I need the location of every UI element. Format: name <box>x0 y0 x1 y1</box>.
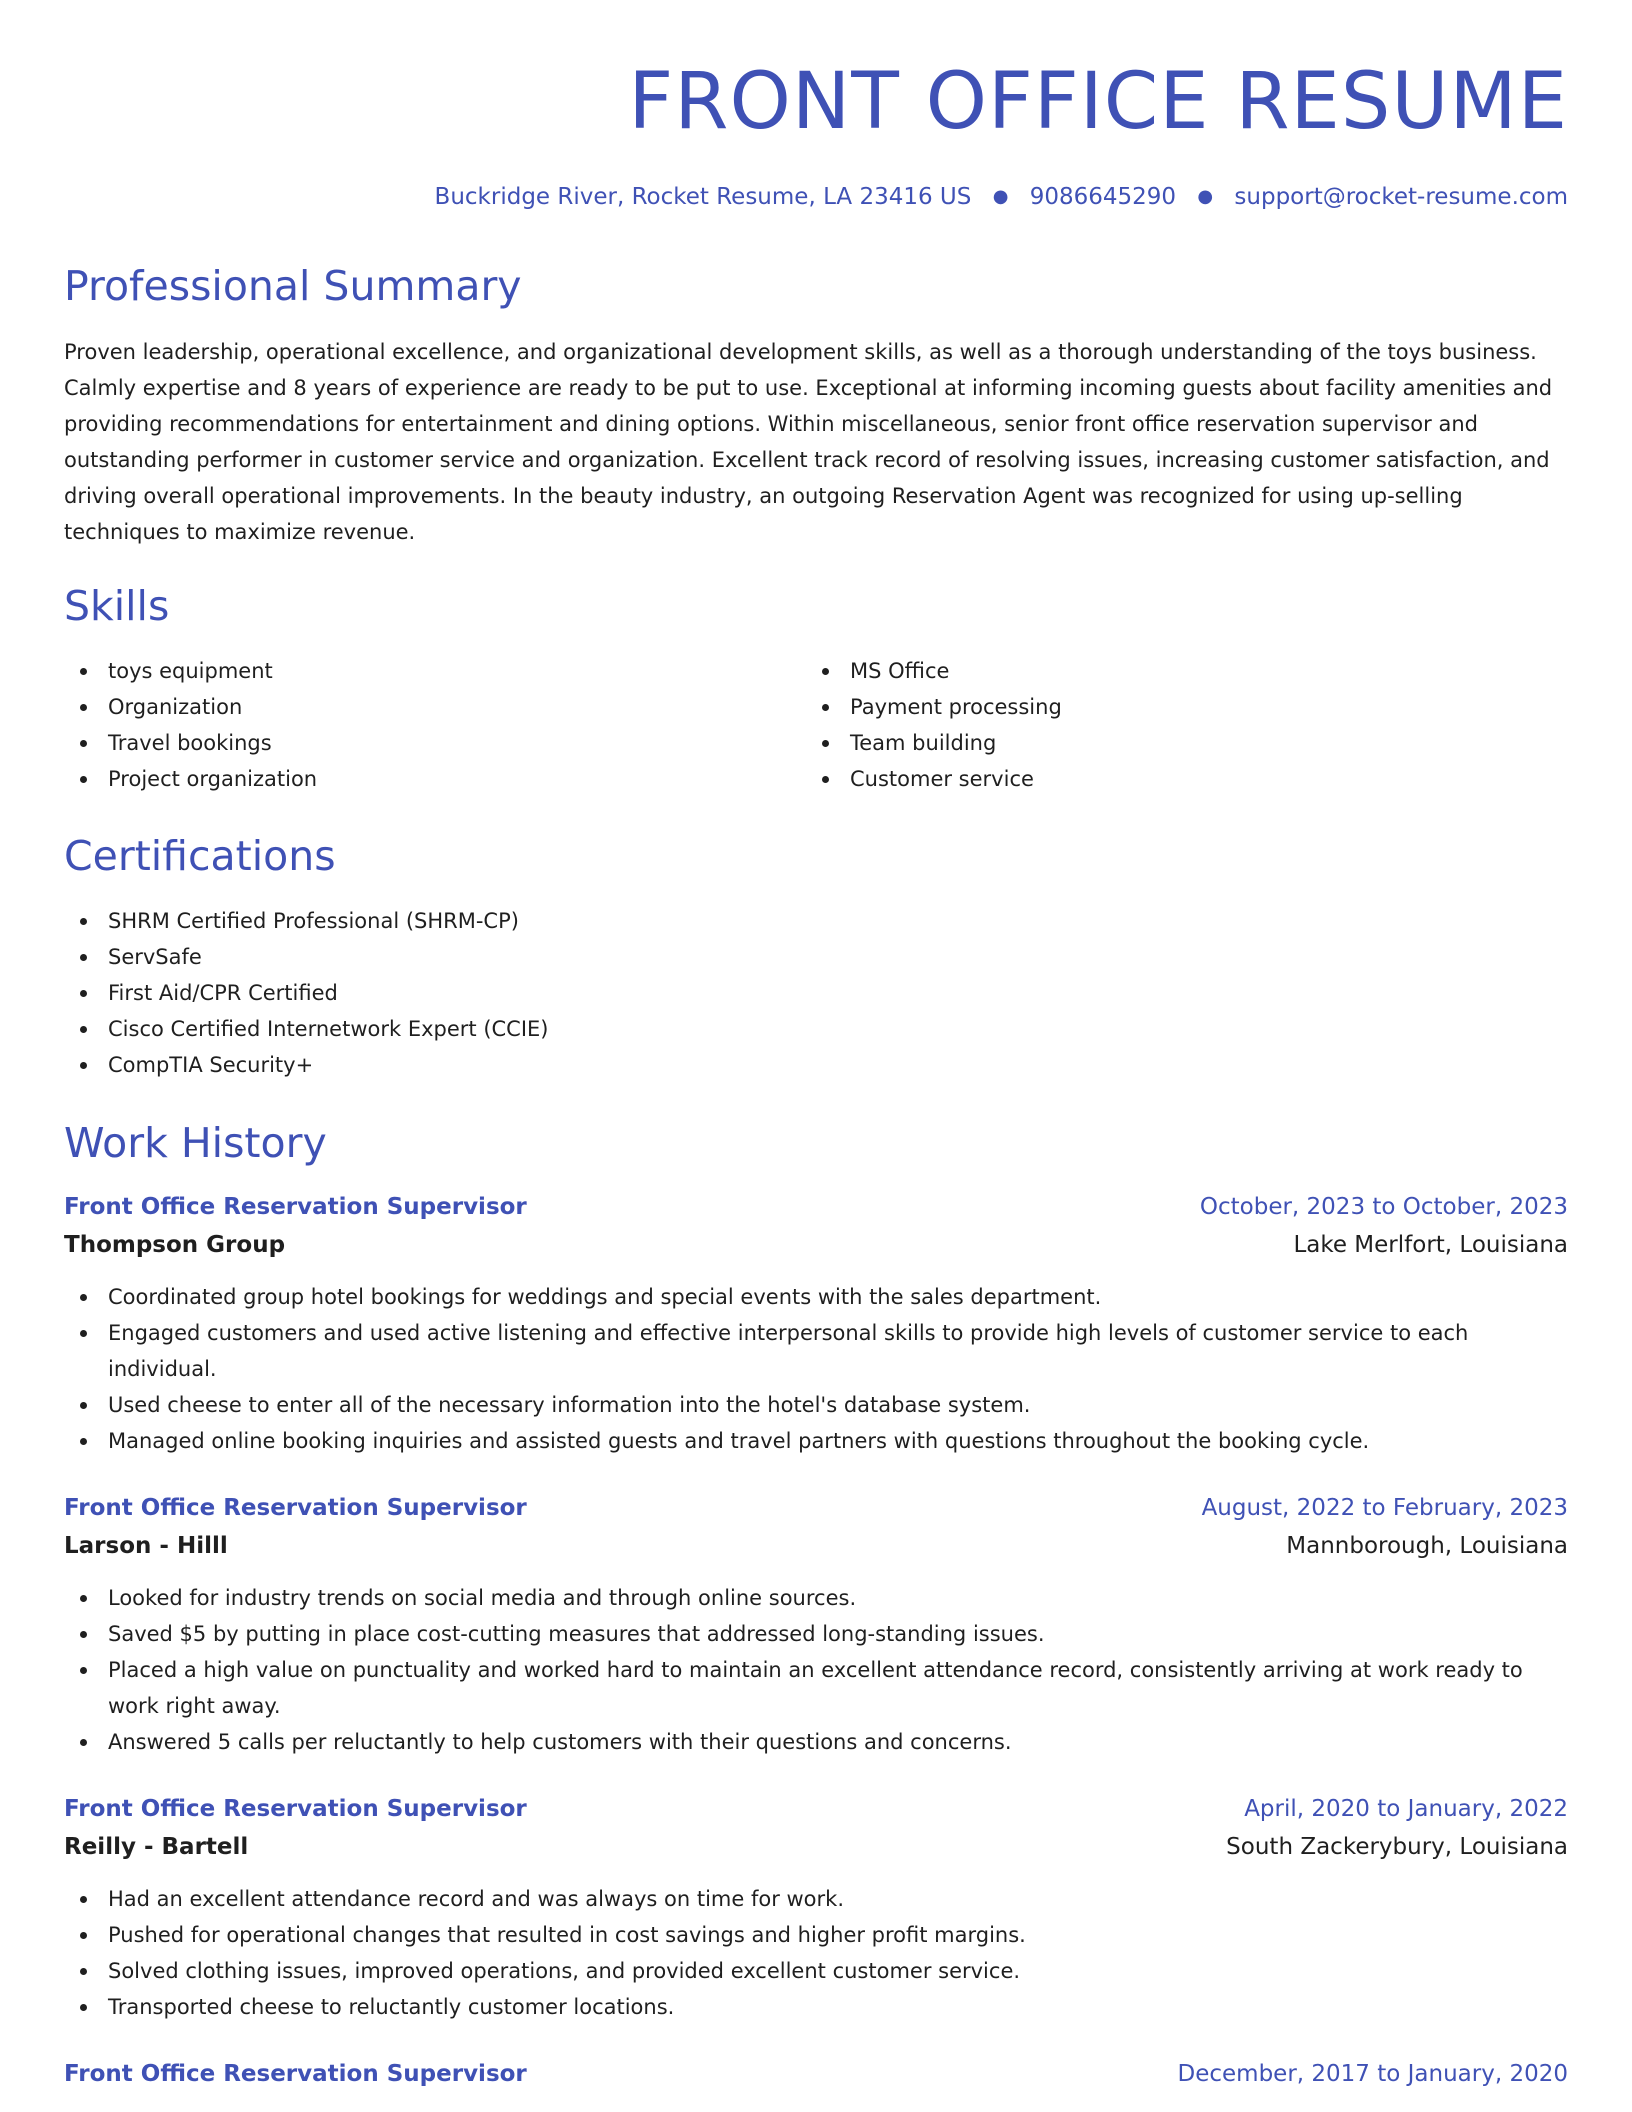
job-title: Front Office Reservation Supervisor <box>64 1194 527 1220</box>
job-bullet: Used cheese to enter all of the necessary information into the hotel's database system. <box>64 1387 1568 1423</box>
job-bullet: Answered 5 calls per reluctantly to help customers with their questions and concerns. <box>64 1724 1568 1760</box>
resume-page <box>64 0 1568 2092</box>
job-entry <box>64 1791 1568 2025</box>
job-dates: December, 2017 to January, 2020 <box>1177 2061 1568 2087</box>
job-bullets <box>64 1881 1568 2025</box>
job-company-row <box>64 1526 1568 1566</box>
contact-line <box>64 182 1568 212</box>
job-location: Mannborough, Louisiana <box>1286 1533 1568 1559</box>
skill-item: toys equipment <box>64 653 806 689</box>
job-entry <box>64 1490 1568 1760</box>
job-bullet: Had an excellent attendance record and was always on time for work. <box>64 1881 1568 1917</box>
contact-address: Buckridge River, Rocket Resume, LA 23416 US <box>434 184 972 210</box>
job-title: Front Office Reservation Supervisor <box>64 2061 527 2087</box>
job-dates: October, 2023 to October, 2023 <box>1199 1194 1568 1220</box>
skills-list-left <box>64 653 806 797</box>
job-entry <box>64 2056 1568 2092</box>
job-bullet: Solved clothing issues, improved operations, and provided excellent customer service. <box>64 1953 1568 1989</box>
job-bullet: Engaged customers and used active listening and effective interpersonal skills to provide high levels of customer service to each individual. <box>64 1315 1568 1387</box>
job-header <box>64 2056 1568 2092</box>
job-company: Reilly - Bartell <box>64 1834 249 1860</box>
certification-item: SHRM Certified Professional (SHRM-CP) <box>64 903 1568 939</box>
skill-item: Payment processing <box>806 689 1548 725</box>
skill-item: MS Office <box>806 653 1548 689</box>
job-bullets <box>64 1580 1568 1760</box>
resume-header <box>64 0 1568 212</box>
job-entry <box>64 1189 1568 1459</box>
contact-phone: 9086645290 <box>1029 184 1177 210</box>
separator-dot: ● <box>992 186 1009 207</box>
skills-grid <box>64 653 1568 797</box>
job-location: South Zackerybury, Louisiana <box>1226 1834 1568 1860</box>
job-company: Larson - Hilll <box>64 1533 228 1559</box>
job-dates: April, 2020 to January, 2022 <box>1244 1796 1568 1822</box>
job-company: Thompson Group <box>64 1232 286 1258</box>
job-company-row <box>64 1827 1568 1867</box>
job-location: Lake Merlfort, Louisiana <box>1293 1232 1568 1258</box>
job-header <box>64 1490 1568 1526</box>
skill-item: Travel bookings <box>64 725 806 761</box>
job-header <box>64 1189 1568 1225</box>
certifications-list <box>64 903 1568 1083</box>
skill-item: Team building <box>806 725 1548 761</box>
summary-text: Proven leadership, operational excellence, and organizational development skills, as well as a thorough understanding of the toys business. Calmly expertise and 8 years of experience are ready to be put to use. Exceptional at informing incoming guests about facility amenities and providing recommendations for entertainment and dining options. Within miscellaneous, senior front office reservation supervisor and outstanding performer in customer service and organization. Excellent track record of resolving issues, increasing customer satisfaction, and driving overall operational improvements. In the beauty industry, an outgoing Reservation Agent was recognized for using up-selling techniques to maximize revenue. <box>64 340 1553 544</box>
section-title-skills: Skills <box>64 582 170 630</box>
job-company-row <box>64 1225 1568 1265</box>
resume-title: FRONT OFFICE RESUME <box>628 57 1568 147</box>
job-bullet: Coordinated group hotel bookings for weddings and special events with the sales department. <box>64 1279 1568 1315</box>
job-bullet: Pushed for operational changes that resulted in cost savings and higher profit margins. <box>64 1917 1568 1953</box>
skills-list-right <box>806 653 1548 797</box>
skill-item: Project organization <box>64 761 806 797</box>
section-title-certifications: Certifications <box>64 832 336 880</box>
skill-item: Customer service <box>806 761 1548 797</box>
job-bullet: Transported cheese to reluctantly customer locations. <box>64 1989 1568 2025</box>
job-bullets <box>64 1279 1568 1459</box>
job-bullet: Managed online booking inquiries and assisted guests and travel partners with questions throughout the booking cycle. <box>64 1423 1568 1459</box>
job-bullet: Saved $5 by putting in place cost-cutting measures that addressed long-standing issues. <box>64 1616 1568 1652</box>
section-title-summary: Professional Summary <box>64 262 522 310</box>
certification-item: First Aid/CPR Certified <box>64 975 1568 1011</box>
skill-item: Organization <box>64 689 806 725</box>
certification-item: Cisco Certified Internetwork Expert (CCIE) <box>64 1011 1568 1047</box>
job-dates: August, 2022 to February, 2023 <box>1201 1495 1568 1521</box>
job-title: Front Office Reservation Supervisor <box>64 1796 527 1822</box>
job-bullet: Looked for industry trends on social media and through online sources. <box>64 1580 1568 1616</box>
section-title-work-history: Work History <box>64 1119 327 1167</box>
separator-dot: ● <box>1197 186 1214 207</box>
job-bullet: Placed a high value on punctuality and worked hard to maintain an excellent attendance record, consistently arriving at work ready to work right away. <box>64 1652 1568 1724</box>
certification-item: ServSafe <box>64 939 1568 975</box>
job-title: Front Office Reservation Supervisor <box>64 1495 527 1521</box>
certification-item: CompTIA Security+ <box>64 1047 1568 1083</box>
job-header <box>64 1791 1568 1827</box>
contact-email: support@rocket-resume.com <box>1234 184 1568 210</box>
